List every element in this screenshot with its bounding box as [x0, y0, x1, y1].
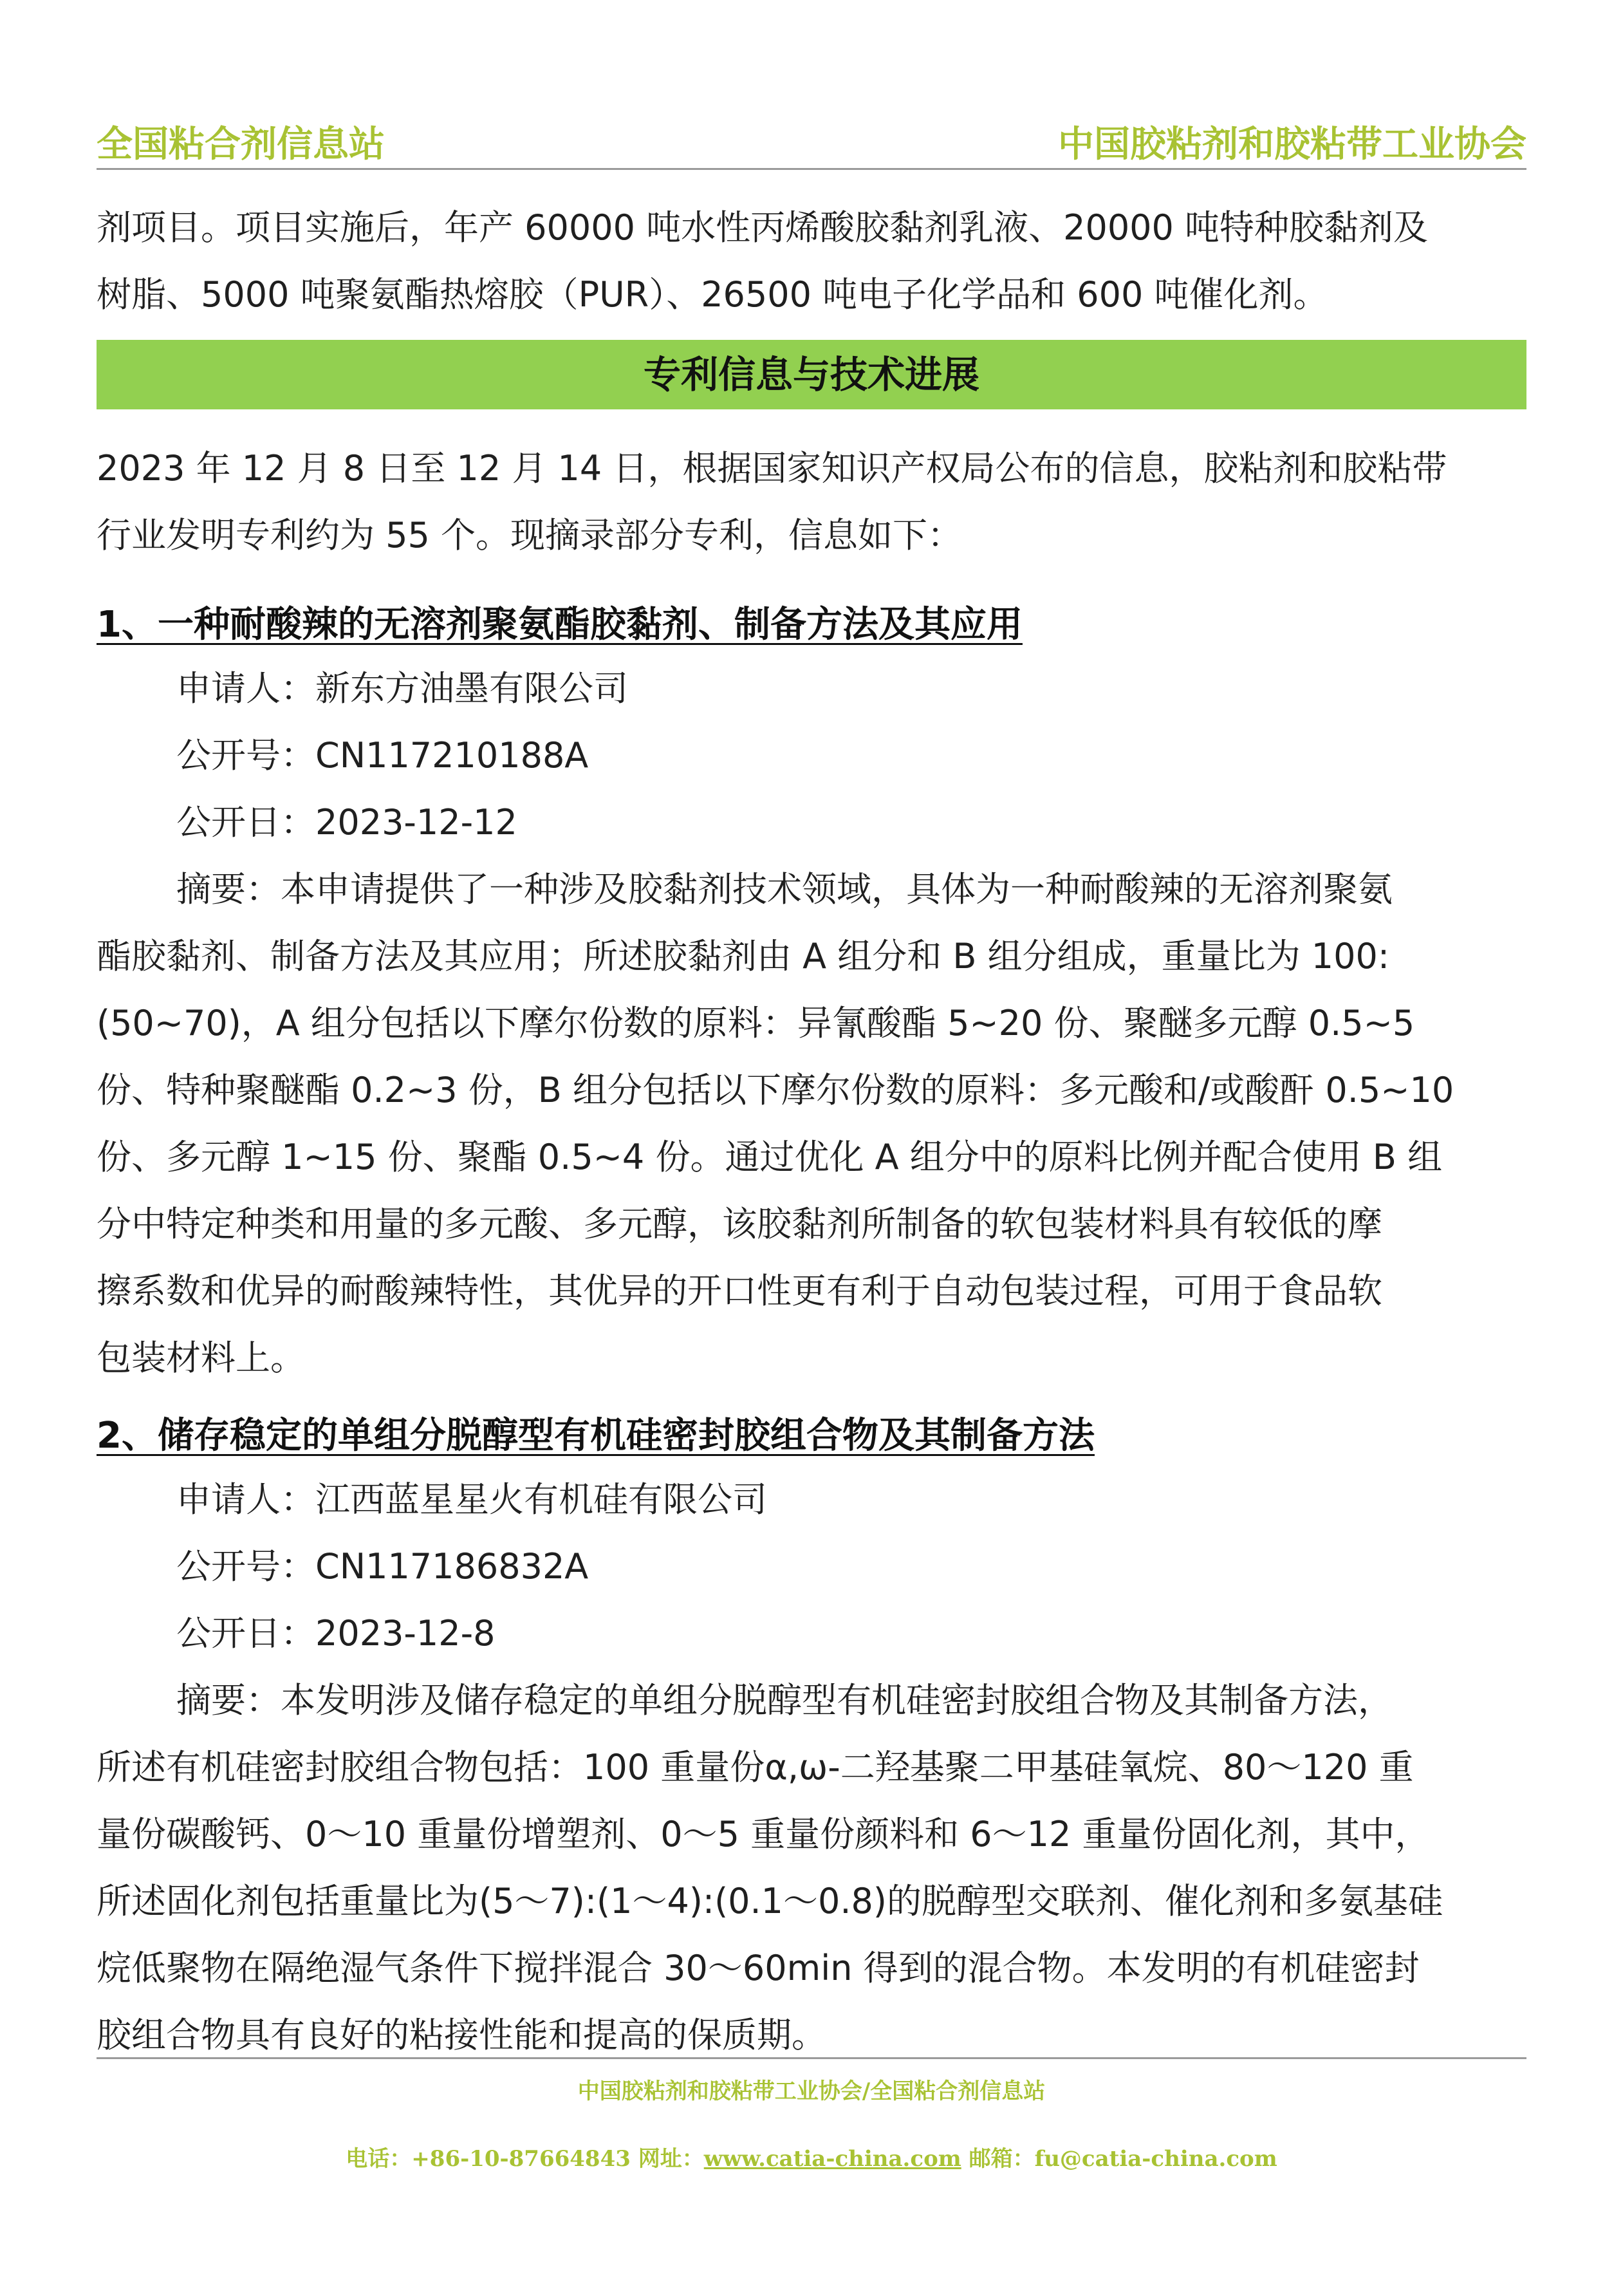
intro-paragraph — [97, 194, 1526, 328]
patent-abstract — [97, 1667, 1526, 2069]
intro-line: 树脂、5000 吨聚氨酯热熔胶（PUR）、26500 吨电子化学品和 600 吨催化剂。 — [97, 274, 1328, 315]
abstract-line: 量份碳酸钙、0～10 重量份增塑剂、0～5 重量份颜料和 6～12 重量份固化剂，其中， — [97, 1814, 1430, 1854]
footer-organization: 中国胶粘剂和胶粘带工业协会/全国粘合剂信息站 — [577, 2078, 1046, 2104]
abstract-line: 包装材料上。 — [97, 1338, 305, 1378]
abstract-line: 分中特定种类和用量的多元酸、多元醇，该胶黏剂所制备的软包装材料具有较低的摩 — [97, 1204, 1382, 1244]
summary-paragraph — [97, 435, 1526, 569]
patent-title: 1、一种耐酸辣的无溶剂聚氨酯胶黏剂、制备方法及其应用 — [97, 604, 1023, 646]
abstract-line: 份、特种聚醚酯 0.2~3 份，B 组分包括以下摩尔份数的原料：多元酸和/或酸酐 0.5~10 — [97, 1070, 1454, 1110]
intro-line: 剂项目。项目实施后，年产 60000 吨水性丙烯酸胶黏剂乳液、20000 吨特种胶黏剂及 — [97, 207, 1429, 248]
footer-email: 邮箱：fu@catia-china.com — [961, 2146, 1277, 2172]
patent-applicant: 申请人：新东方油墨有限公司 — [176, 668, 628, 709]
footer-website-link[interactable]: www.catia-china.com — [703, 2146, 961, 2172]
page-header — [97, 111, 1526, 170]
section-banner: 专利信息与技术进展 — [97, 340, 1526, 409]
abstract-line: 酯胶黏剂、制备方法及其应用；所述胶黏剂由 A 组分和 B 组分组成，重量比为 100: — [97, 936, 1390, 976]
patent-applicant: 申请人：江西蓝星星火有机硅有限公司 — [176, 1479, 767, 1520]
header-rule — [97, 168, 1526, 170]
patent-pub-number: 公开号：CN117210188A — [176, 735, 589, 776]
summary-line: 行业发明专利约为 55 个。现摘录部分专利，信息如下： — [97, 515, 963, 555]
patent-meta — [176, 1466, 767, 1667]
footer-rule — [97, 2057, 1526, 2059]
patent-pub-date: 公开日：2023-12-12 — [176, 802, 517, 843]
abstract-line: (50~70)，A 组分包括以下摩尔份数的原料：异氰酸酯 5~20 份、聚醚多元醇 0.5~5 — [97, 1003, 1415, 1043]
abstract-line: 烷低聚物在隔绝湿气条件下搅拌混合 30～60min 得到的混合物。本发明的有机硅密封 — [97, 1948, 1420, 1988]
footer-contact — [97, 2141, 1526, 2172]
abstract-line: 摘要：本发明涉及储存稳定的单组分脱醇型有机硅密封胶组合物及其制备方法， — [176, 1680, 1393, 1721]
page-footer — [97, 2057, 1526, 2172]
patent-abstract — [97, 856, 1526, 1392]
abstract-line: 胶组合物具有良好的粘接性能和提高的保质期。 — [97, 2015, 826, 2055]
abstract-line: 摘要：本申请提供了一种涉及胶黏剂技术领域，具体为一种耐酸辣的无溶剂聚氨 — [176, 869, 1393, 910]
header-site-name: 全国粘合剂信息站 — [97, 123, 385, 165]
patent-meta — [176, 655, 628, 856]
footer-phone: 电话：+86-10-87664843 网址： — [346, 2146, 704, 2172]
abstract-line: 所述固化剂包括重量比为(5～7):(1～4):(0.1～0.8)的脱醇型交联剂、催化剂和多氨基硅 — [97, 1881, 1443, 1921]
summary-line: 2023 年 12 月 8 日至 12 月 14 日，根据国家知识产权局公布的信息，胶粘剂和胶粘带 — [97, 448, 1447, 489]
patent-title: 2、储存稳定的单组分脱醇型有机硅密封胶组合物及其制备方法 — [97, 1415, 1095, 1457]
patent-pub-number: 公开号：CN117186832A — [176, 1546, 589, 1587]
abstract-line: 所述有机硅密封胶组合物包括：100 重量份α,ω-二羟基聚二甲基硅氧烷、80～120 重 — [97, 1747, 1414, 1787]
abstract-line: 份、多元醇 1~15 份、聚酯 0.5~4 份。通过优化 A 组分中的原料比例并配合使用 B 组 — [97, 1137, 1443, 1177]
abstract-line: 擦系数和优异的耐酸辣特性，其优异的开口性更有利于自动包装过程，可用于食品软 — [97, 1271, 1382, 1311]
header-association-name: 中国胶粘剂和胶粘带工业协会 — [1058, 123, 1526, 165]
patent-pub-date: 公开日：2023-12-8 — [176, 1613, 496, 1654]
